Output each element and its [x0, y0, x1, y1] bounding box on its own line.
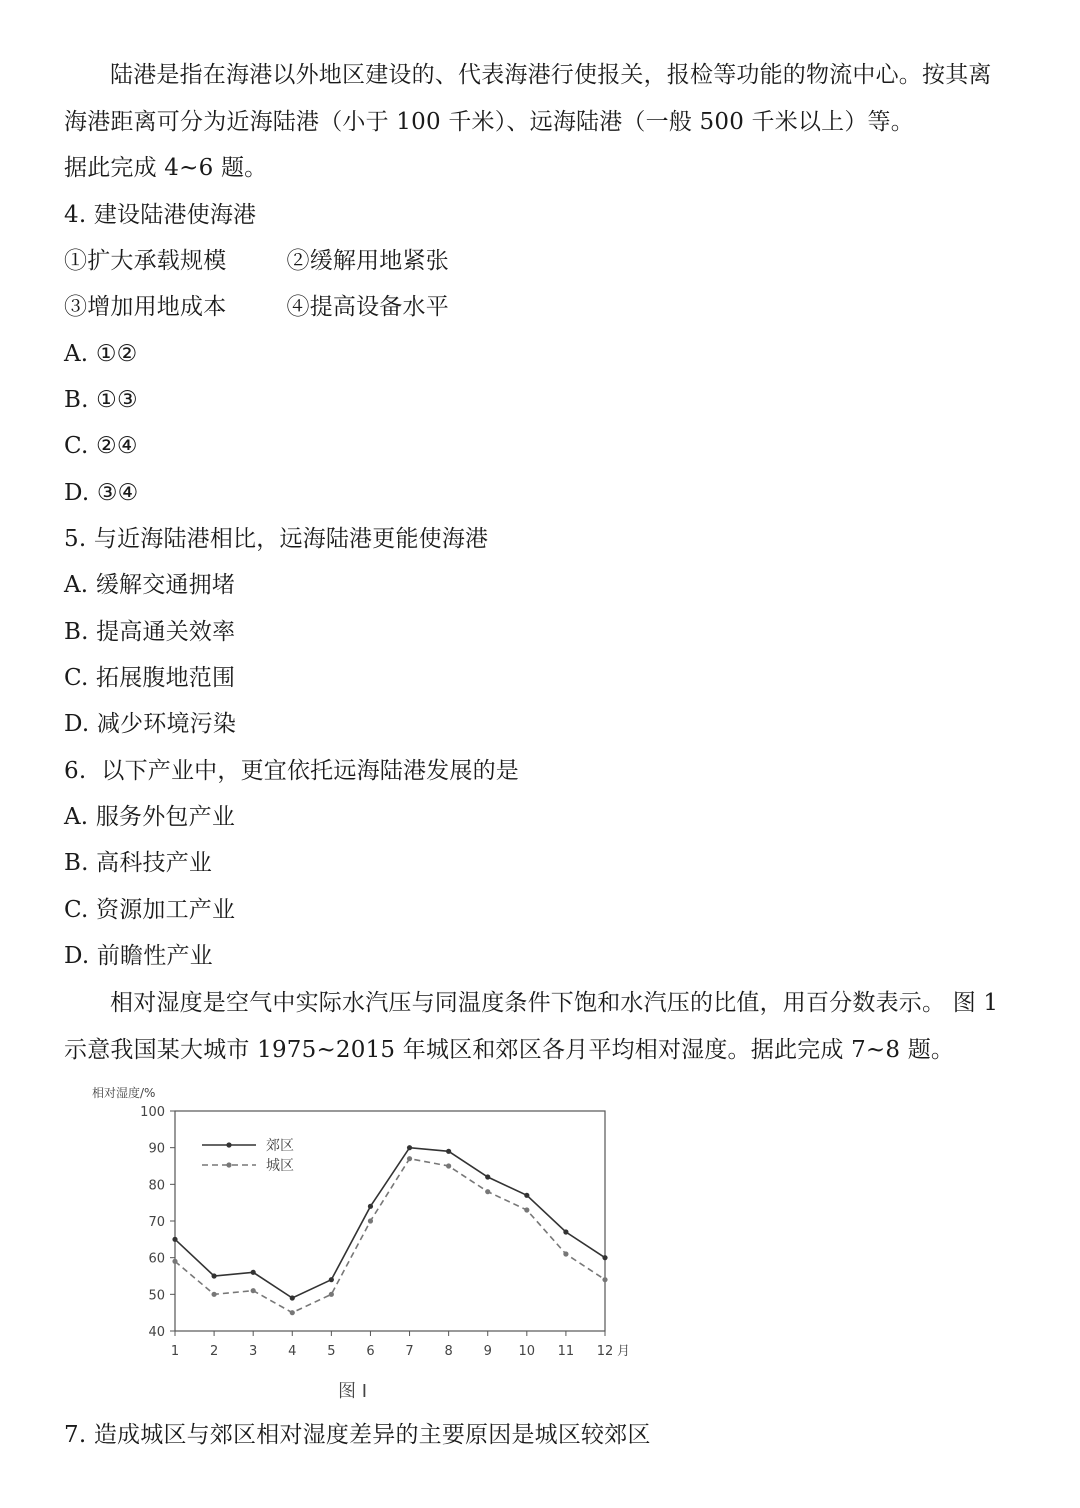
q5-option-c: C. 拓展腹地范围: [64, 665, 236, 691]
data-point: [602, 1277, 607, 1282]
data-point: [251, 1270, 256, 1275]
series-line-suburb: [175, 1148, 605, 1298]
y-ticks: [140, 1105, 175, 1340]
x-tick-label: 8: [444, 1344, 453, 1359]
series-line-urban: [175, 1159, 605, 1313]
data-point: [524, 1193, 529, 1198]
x-tick-label: 6: [366, 1344, 375, 1359]
data-point: [446, 1149, 451, 1154]
y-tick-label: 70: [148, 1215, 165, 1230]
passage1-line2: 海港距离可分为近海陆港（小于 100 千米）、远海陆港（一般 500 千米以上）等。: [64, 109, 914, 135]
data-point: [211, 1292, 216, 1297]
x-unit-label: 月: [617, 1344, 631, 1359]
q6-option-a: A. 服务外包产业: [64, 804, 236, 830]
q5-option-a: A. 缓解交通拥堵: [64, 572, 236, 598]
data-point: [485, 1189, 490, 1194]
data-point: [290, 1310, 295, 1315]
x-ticks: [171, 1331, 630, 1359]
x-tick-label: 9: [483, 1344, 492, 1359]
passage2-line1: 相对湿度是空气中实际水汽压与同温度条件下饱和水汽压的比值，用百分数表示。 图 1: [110, 990, 999, 1016]
data-point: [407, 1145, 412, 1150]
y-tick-label: 100: [140, 1105, 165, 1120]
data-point: [485, 1174, 490, 1179]
x-tick-label: 3: [249, 1344, 258, 1359]
q6-option-c: C. 资源加工产业: [64, 897, 236, 923]
passage1-line1: 陆港是指在海港以外地区建设的、代表海港行使报关，报检等功能的物流中心。按其离: [110, 62, 992, 88]
legend-marker: [226, 1162, 231, 1167]
q6-option-b: B. 高科技产业: [64, 850, 213, 876]
data-point: [602, 1255, 607, 1260]
q6-stem: 6. 以下产业中，更宜依托远海陆港发展的是: [64, 758, 519, 784]
q5-option-b: B. 提高通关效率: [64, 619, 236, 645]
y-tick-label: 60: [148, 1251, 165, 1267]
y-tick-label: 80: [148, 1178, 165, 1194]
q4-option-b: B. ①③: [64, 387, 138, 413]
y-tick-label: 90: [148, 1141, 165, 1157]
legend-label: 城区: [266, 1158, 294, 1174]
x-tick-label: 5: [327, 1344, 336, 1359]
x-tick-label: 12: [596, 1344, 614, 1359]
data-point: [172, 1237, 177, 1242]
x-tick-label: 4: [288, 1344, 297, 1359]
data-point: [290, 1295, 295, 1300]
data-point: [368, 1218, 373, 1223]
x-tick-label: 2: [209, 1344, 219, 1359]
q4-option-a: A. ①②: [64, 341, 138, 367]
data-point: [407, 1156, 412, 1161]
x-tick-label: 10: [518, 1344, 536, 1359]
plot-frame: [175, 1111, 605, 1331]
x-tick-label: 11: [557, 1344, 575, 1359]
q6-option-d: D. 前瞻性产业: [64, 943, 213, 969]
data-point: [368, 1204, 373, 1209]
passage2-line2: 示意我国某大城市 1975~2015 年城区和郊区各月平均相对湿度。据此完成 7~8 题。: [64, 1037, 955, 1063]
data-point: [172, 1259, 177, 1264]
passage1-line3: 据此完成 4~6 题。: [64, 155, 268, 181]
data-point: [563, 1251, 568, 1256]
figure-caption: 图 I: [338, 1381, 368, 1402]
q4-items-row2: ③增加用地成本 ④提高设备水平: [64, 294, 449, 320]
series-lines: [172, 1145, 607, 1315]
y-tick-label: 50: [148, 1288, 165, 1304]
q5-option-d: D. 减少环境污染: [64, 711, 237, 737]
q4-stem: 4. 建设陆港使海港: [64, 202, 257, 228]
q7-stem: 7. 造成城区与郊区相对湿度差异的主要原因是城区较郊区: [64, 1422, 651, 1448]
legend-marker: [226, 1142, 231, 1147]
x-tick-label: 1: [170, 1344, 180, 1359]
y-axis-label: 相对湿度/%: [92, 1086, 156, 1100]
humidity-chart-svg: [60, 1075, 660, 1405]
q4-items-row1: ①扩大承载规模 ②缓解用地紧张: [64, 248, 449, 274]
q4-option-d: D. ③④: [64, 480, 139, 506]
data-point: [329, 1292, 334, 1297]
data-point: [251, 1288, 256, 1293]
x-tick-label: 7: [405, 1344, 414, 1359]
legend: [202, 1138, 294, 1174]
data-point: [446, 1163, 451, 1168]
y-tick-label: 40: [148, 1325, 165, 1340]
data-point: [563, 1229, 568, 1234]
data-point: [329, 1277, 334, 1282]
q5-stem: 5. 与近海陆港相比，远海陆港更能使海港: [64, 526, 489, 552]
data-point: [211, 1273, 216, 1278]
legend-label: 郊区: [266, 1138, 294, 1154]
humidity-chart: [60, 1075, 660, 1405]
q4-option-c: C. ②④: [64, 433, 138, 459]
data-point: [524, 1207, 529, 1212]
